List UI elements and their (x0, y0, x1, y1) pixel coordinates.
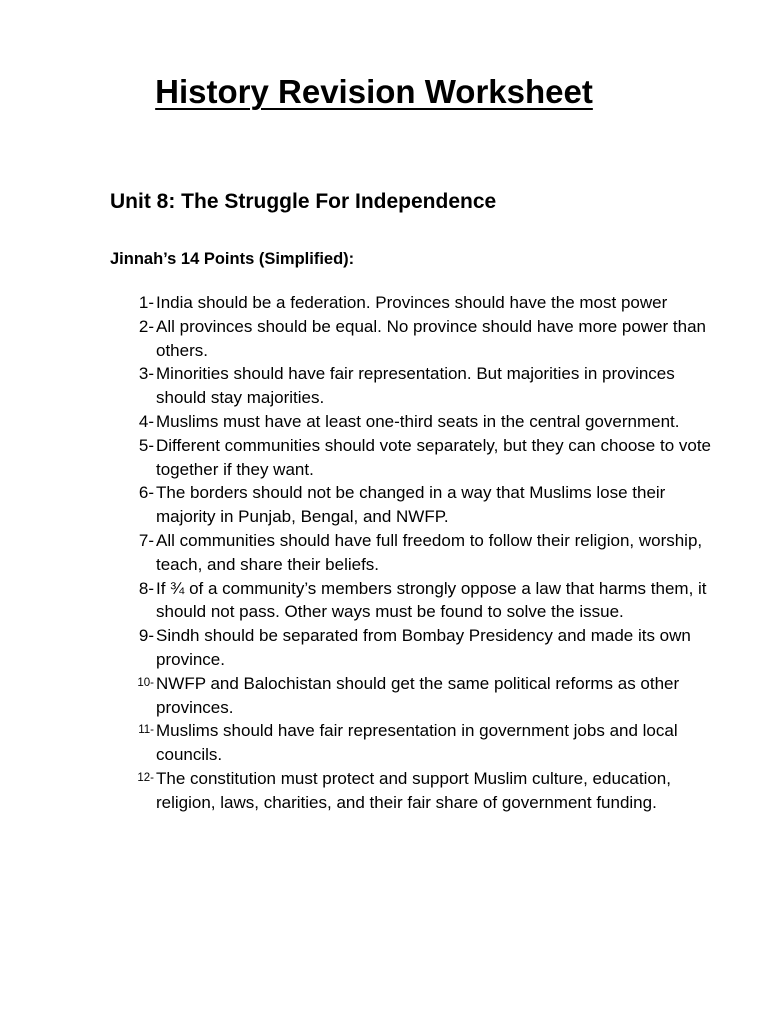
point-text: The borders should not be changed in a way that Muslims lose their majority in Punjab, Bengal, and NWFP. (156, 483, 666, 527)
list-item (110, 529, 720, 577)
point-text: If ¾ of a community’s members strongly oppose a law that harms them, it should not pass. Other ways must be found to solve the issue. (156, 578, 707, 622)
section-heading: Jinnah’s 14 Points (Simplified): (110, 250, 355, 268)
list-item (110, 362, 720, 410)
point-number: 11- (138, 724, 154, 737)
point-text: Muslims must have at least one-third seats in the central government. (156, 411, 680, 431)
list-item (110, 719, 720, 767)
point-number: 4- (138, 411, 154, 431)
point-text: Minorities should have fair representation. But majorities in provinces should stay majorities. (156, 364, 675, 408)
point-text: Muslims should have fair representation in government jobs and local councils. (156, 721, 678, 765)
unit-heading: Unit 8: The Struggle For Independence (110, 190, 497, 213)
point-number: 6- (138, 483, 154, 503)
point-number: 8- (138, 578, 154, 598)
point-text: Sindh should be separated from Bombay Presidency and made its own province. (156, 626, 691, 669)
list-item (110, 481, 720, 529)
point-number: 5- (138, 435, 154, 455)
point-text: Different communities should vote separately, but they can choose to vote together if they want. (156, 435, 712, 479)
page-title: History Revision Worksheet (155, 73, 593, 110)
point-text: India should be a federation. Provinces should have the most power (156, 293, 668, 312)
point-number: 10- (137, 676, 154, 689)
list-item (110, 291, 720, 315)
list-item (110, 315, 720, 363)
point-number: 9- (138, 626, 154, 646)
point-text: The constitution must protect and support Muslim culture, education, religion, laws, charities, and their fair share of government funding. (156, 768, 671, 812)
list-item (110, 577, 720, 625)
list-item (110, 767, 720, 815)
point-number: 1- (138, 293, 154, 312)
point-text: NWFP and Balochistan should get the same political reforms as other provinces. (156, 673, 680, 717)
point-text: All provinces should be equal. No province should have more power than others. (156, 316, 706, 360)
points-list (110, 291, 720, 815)
point-number: 2- (138, 316, 154, 336)
point-number: 3- (138, 364, 154, 384)
point-number: 7- (138, 530, 154, 550)
list-item (110, 624, 720, 672)
list-item (110, 410, 720, 434)
point-number: 12- (137, 771, 154, 784)
list-item (110, 672, 720, 720)
point-text: All communities should have full freedom to follow their religion, worship, teach, and share their beliefs. (156, 530, 703, 574)
list-item (110, 434, 720, 482)
